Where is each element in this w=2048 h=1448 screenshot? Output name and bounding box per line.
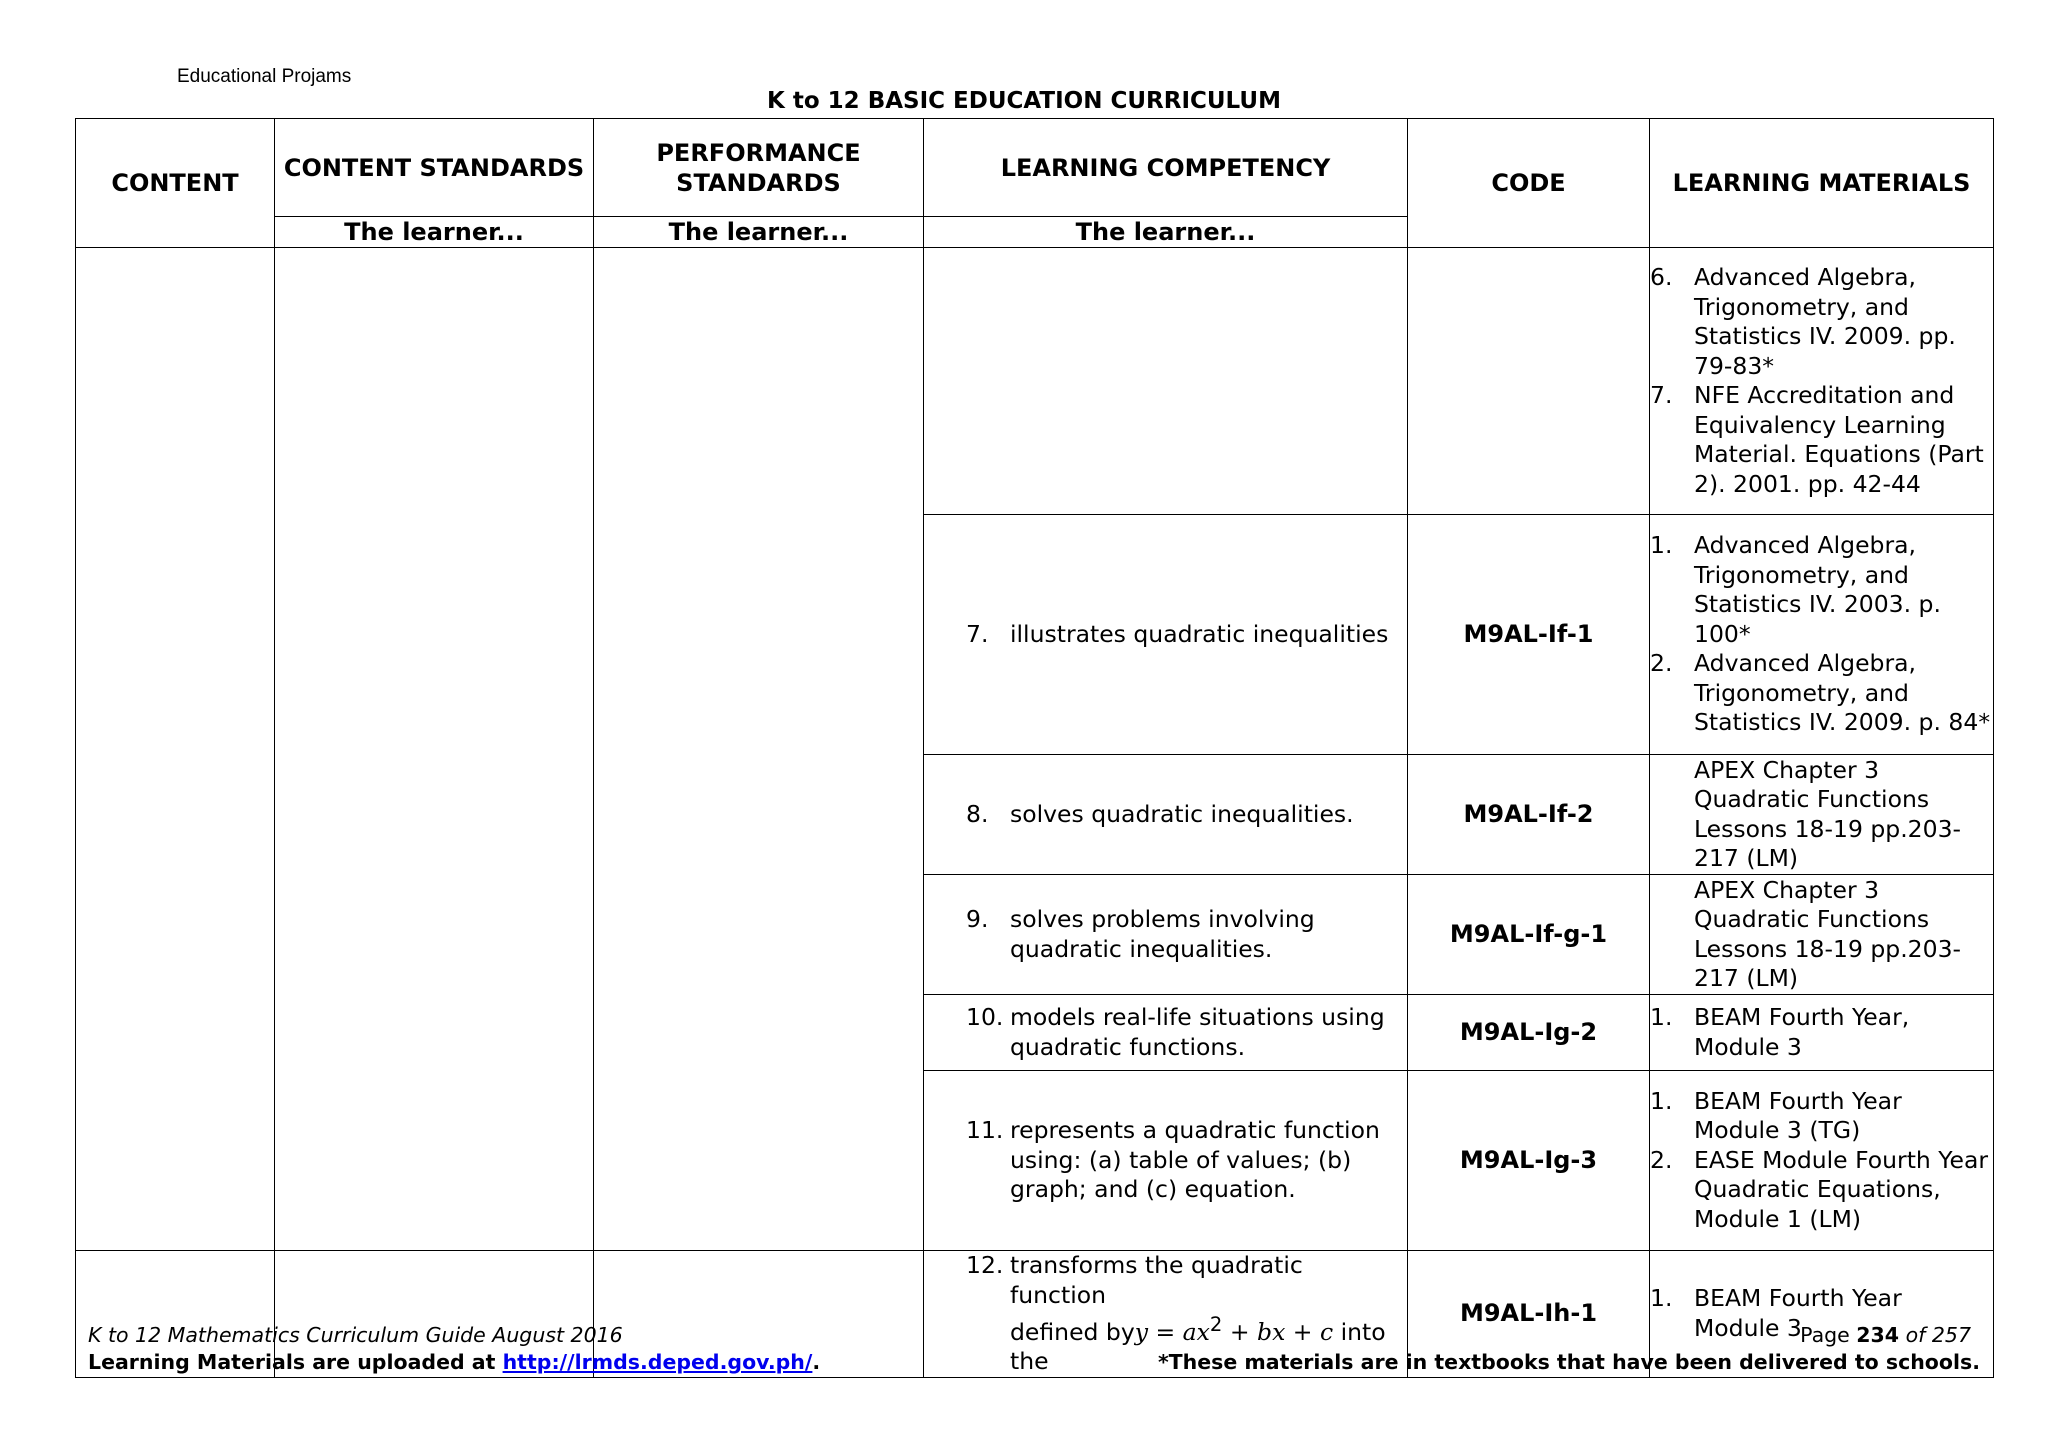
competency-cell: 11. represents a quadratic function using: (a) table of values; (b) graph; and (c) equation. [924, 1071, 1408, 1251]
page-number: Page 234 of 257 [1800, 1323, 1971, 1347]
material-item: 6. Advanced Algebra, Trigonometry, and Statistics IV. 2009. pp. 79-83* [1650, 263, 1956, 380]
header-learning-competency: LEARNING COMPETENCY [924, 119, 1408, 217]
competency-cell: 12. transforms the quadratic function defined byy = $ax^2$ + bx + c into the [924, 1251, 1408, 1378]
material-item: 1. BEAM Fourth Year Module 3 [1650, 1284, 1902, 1342]
materials-cell [1650, 515, 1994, 755]
competency-code: M9AL-If-2 [1408, 755, 1650, 875]
materials-cell [1650, 248, 1994, 515]
lrmds-link[interactable]: http://lrmds.deped.gov.ph/ [502, 1350, 813, 1374]
materials-cell: APEX Chapter 3 Quadratic Functions Lessons 18-19 pp.203-217 (LM) [1650, 755, 1994, 875]
material-item: 1. BEAM Fourth Year, Module 3 [1650, 1003, 1910, 1061]
footer-guide-title: K to 12 Mathematics Curriculum Guide August 2016 [88, 1323, 623, 1347]
table-row [76, 248, 1994, 515]
competency-cell: 8. solves quadratic inequalities. [924, 755, 1408, 875]
material-item: 1. Advanced Algebra, Trigonometry, and Statistics IV. 2003. p. 100* [1650, 531, 1941, 648]
document-title: K to 12 BASIC EDUCATION CURRICULUM [767, 88, 1281, 114]
subheader-learner: The learner... [924, 217, 1408, 248]
subheader-learner: The learner... [275, 217, 594, 248]
competency-cell: 9. solves problems involving quadratic inequalities. [924, 875, 1408, 995]
code-cell [1408, 248, 1650, 515]
header-code: CODE [1408, 119, 1650, 248]
material-item: 7. NFE Accreditation and Equivalency Learning Material. Equations (Part 2). 2001. pp. 42-44 [1650, 381, 1984, 498]
curriculum-table [75, 118, 1994, 1378]
material-item: 2. Advanced Algebra, Trigonometry, and Statistics IV. 2009. p. 84* [1650, 649, 1991, 737]
content-cell [76, 248, 275, 1251]
materials-cell [1650, 1071, 1994, 1251]
materials-cell [1650, 995, 1994, 1071]
materials-cell: APEX Chapter 3 Quadratic Functions Lessons 18-19 pp.203-217 (LM) [1650, 875, 1994, 995]
footer-note: *These materials are in textbooks that have been delivered to schools. [1157, 1350, 1980, 1374]
header-learning-materials: LEARNING MATERIALS [1650, 119, 1994, 248]
material-item: 1. BEAM Fourth Year Module 3 (TG) [1650, 1086, 1902, 1145]
competency-code: M9AL-Ig-2 [1408, 995, 1650, 1071]
competency-code: M9AL-If-g-1 [1408, 875, 1650, 995]
subheader-learner: The learner... [594, 217, 924, 248]
competency-cell: 7. illustrates quadratic inequalities [924, 515, 1408, 755]
competency-cell: 10. models real-life situations using quadratic functions. [924, 995, 1408, 1071]
competency-cell [924, 248, 1408, 515]
footer-learning-materials: Learning Materials are uploaded at http://lrmds.deped.gov.ph/. [88, 1350, 821, 1374]
competency-code: M9AL-If-1 [1408, 515, 1650, 755]
content-standards-cell [275, 248, 594, 1251]
competency-code: M9AL-Ig-3 [1408, 1071, 1650, 1251]
header-content: CONTENT [76, 119, 275, 248]
brand-label: Educational Projams [177, 66, 352, 87]
competency-code: M9AL-Ih-1 [1408, 1251, 1650, 1378]
header-performance-standards: PERFORMANCE STANDARDS [594, 119, 924, 217]
header-content-standards: CONTENT STANDARDS [275, 119, 594, 217]
performance-standards-cell [594, 248, 924, 1251]
material-item: 2. EASE Module Fourth Year Quadratic Equations, Module 1 (LM) [1650, 1145, 1989, 1233]
